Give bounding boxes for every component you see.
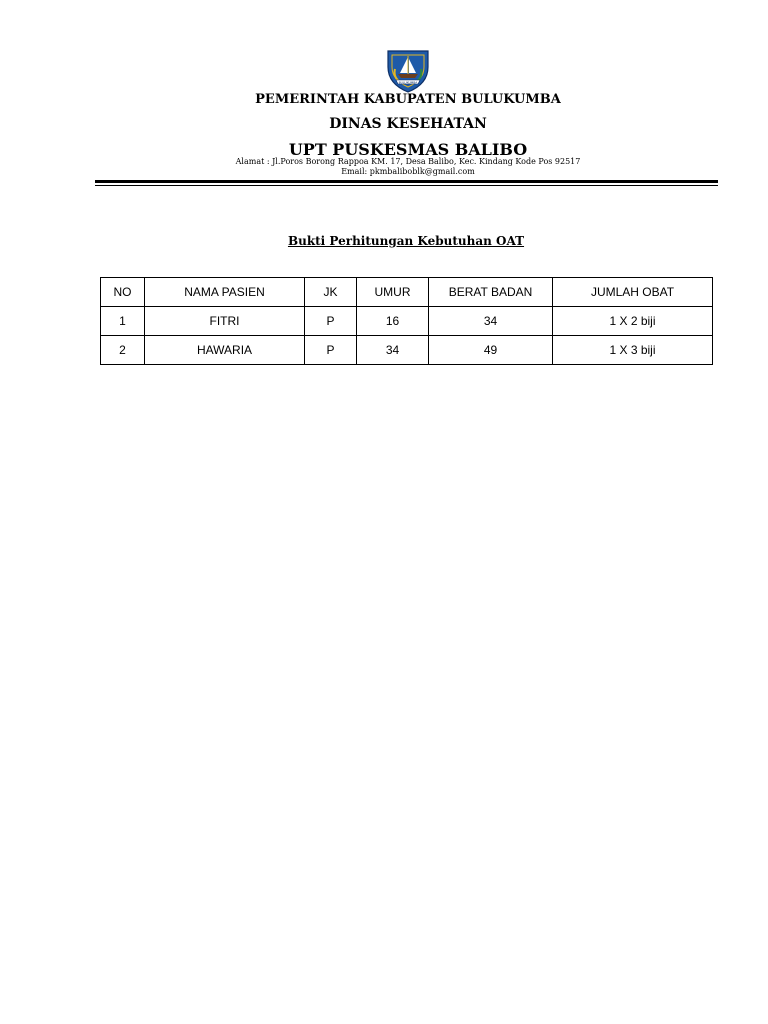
- table-header-row: [101, 278, 713, 307]
- letterhead-divider-thin: [95, 185, 718, 186]
- document-title: Bukti Perhitungan Kebutuhan OAT: [287, 234, 525, 248]
- bulukumba-regency-emblem-icon: [384, 47, 432, 93]
- column-header-umur: UMUR: [357, 278, 429, 307]
- cell-berat-badan: 34: [429, 307, 553, 336]
- column-header-no: NO: [101, 278, 145, 307]
- column-header-jk: JK: [305, 278, 357, 307]
- letterhead-divider-thick: [95, 180, 718, 183]
- table-row: [101, 307, 713, 336]
- cell-no: 1: [101, 307, 145, 336]
- email-line: Email: pkmbaliboblk@gmail.com: [341, 167, 475, 176]
- institution-name: UPT PUSKESMAS BALIBO: [288, 140, 528, 159]
- cell-jk: P: [305, 336, 357, 365]
- oat-requirement-table: [100, 277, 713, 365]
- column-header-nama-pasien: NAMA PASIEN: [145, 278, 305, 307]
- cell-berat-badan: 49: [429, 336, 553, 365]
- cell-jumlah-obat: 1 X 3 biji: [553, 336, 713, 365]
- cell-nama-pasien: FITRI: [145, 307, 305, 336]
- cell-umur: 34: [357, 336, 429, 365]
- cell-jumlah-obat: 1 X 2 biji: [553, 307, 713, 336]
- department-name: DINAS KESEHATAN: [329, 116, 487, 132]
- government-name: PEMERINTAH KABUPATEN BULUKUMBA: [255, 92, 561, 107]
- table-row: [101, 336, 713, 365]
- cell-umur: 16: [357, 307, 429, 336]
- cell-jk: P: [305, 307, 357, 336]
- emblem-ribbon-text: BULUKUMBA: [398, 80, 418, 85]
- column-header-berat-badan: BERAT BADAN: [429, 278, 553, 307]
- cell-no: 2: [101, 336, 145, 365]
- cell-nama-pasien: HAWARIA: [145, 336, 305, 365]
- column-header-jumlah-obat: JUMLAH OBAT: [553, 278, 713, 307]
- address-line: Alamat : Jl.Poros Borong Rappoa KM. 17, Desa Balibo, Kec. Kindang Kode Pos 92517: [235, 157, 581, 166]
